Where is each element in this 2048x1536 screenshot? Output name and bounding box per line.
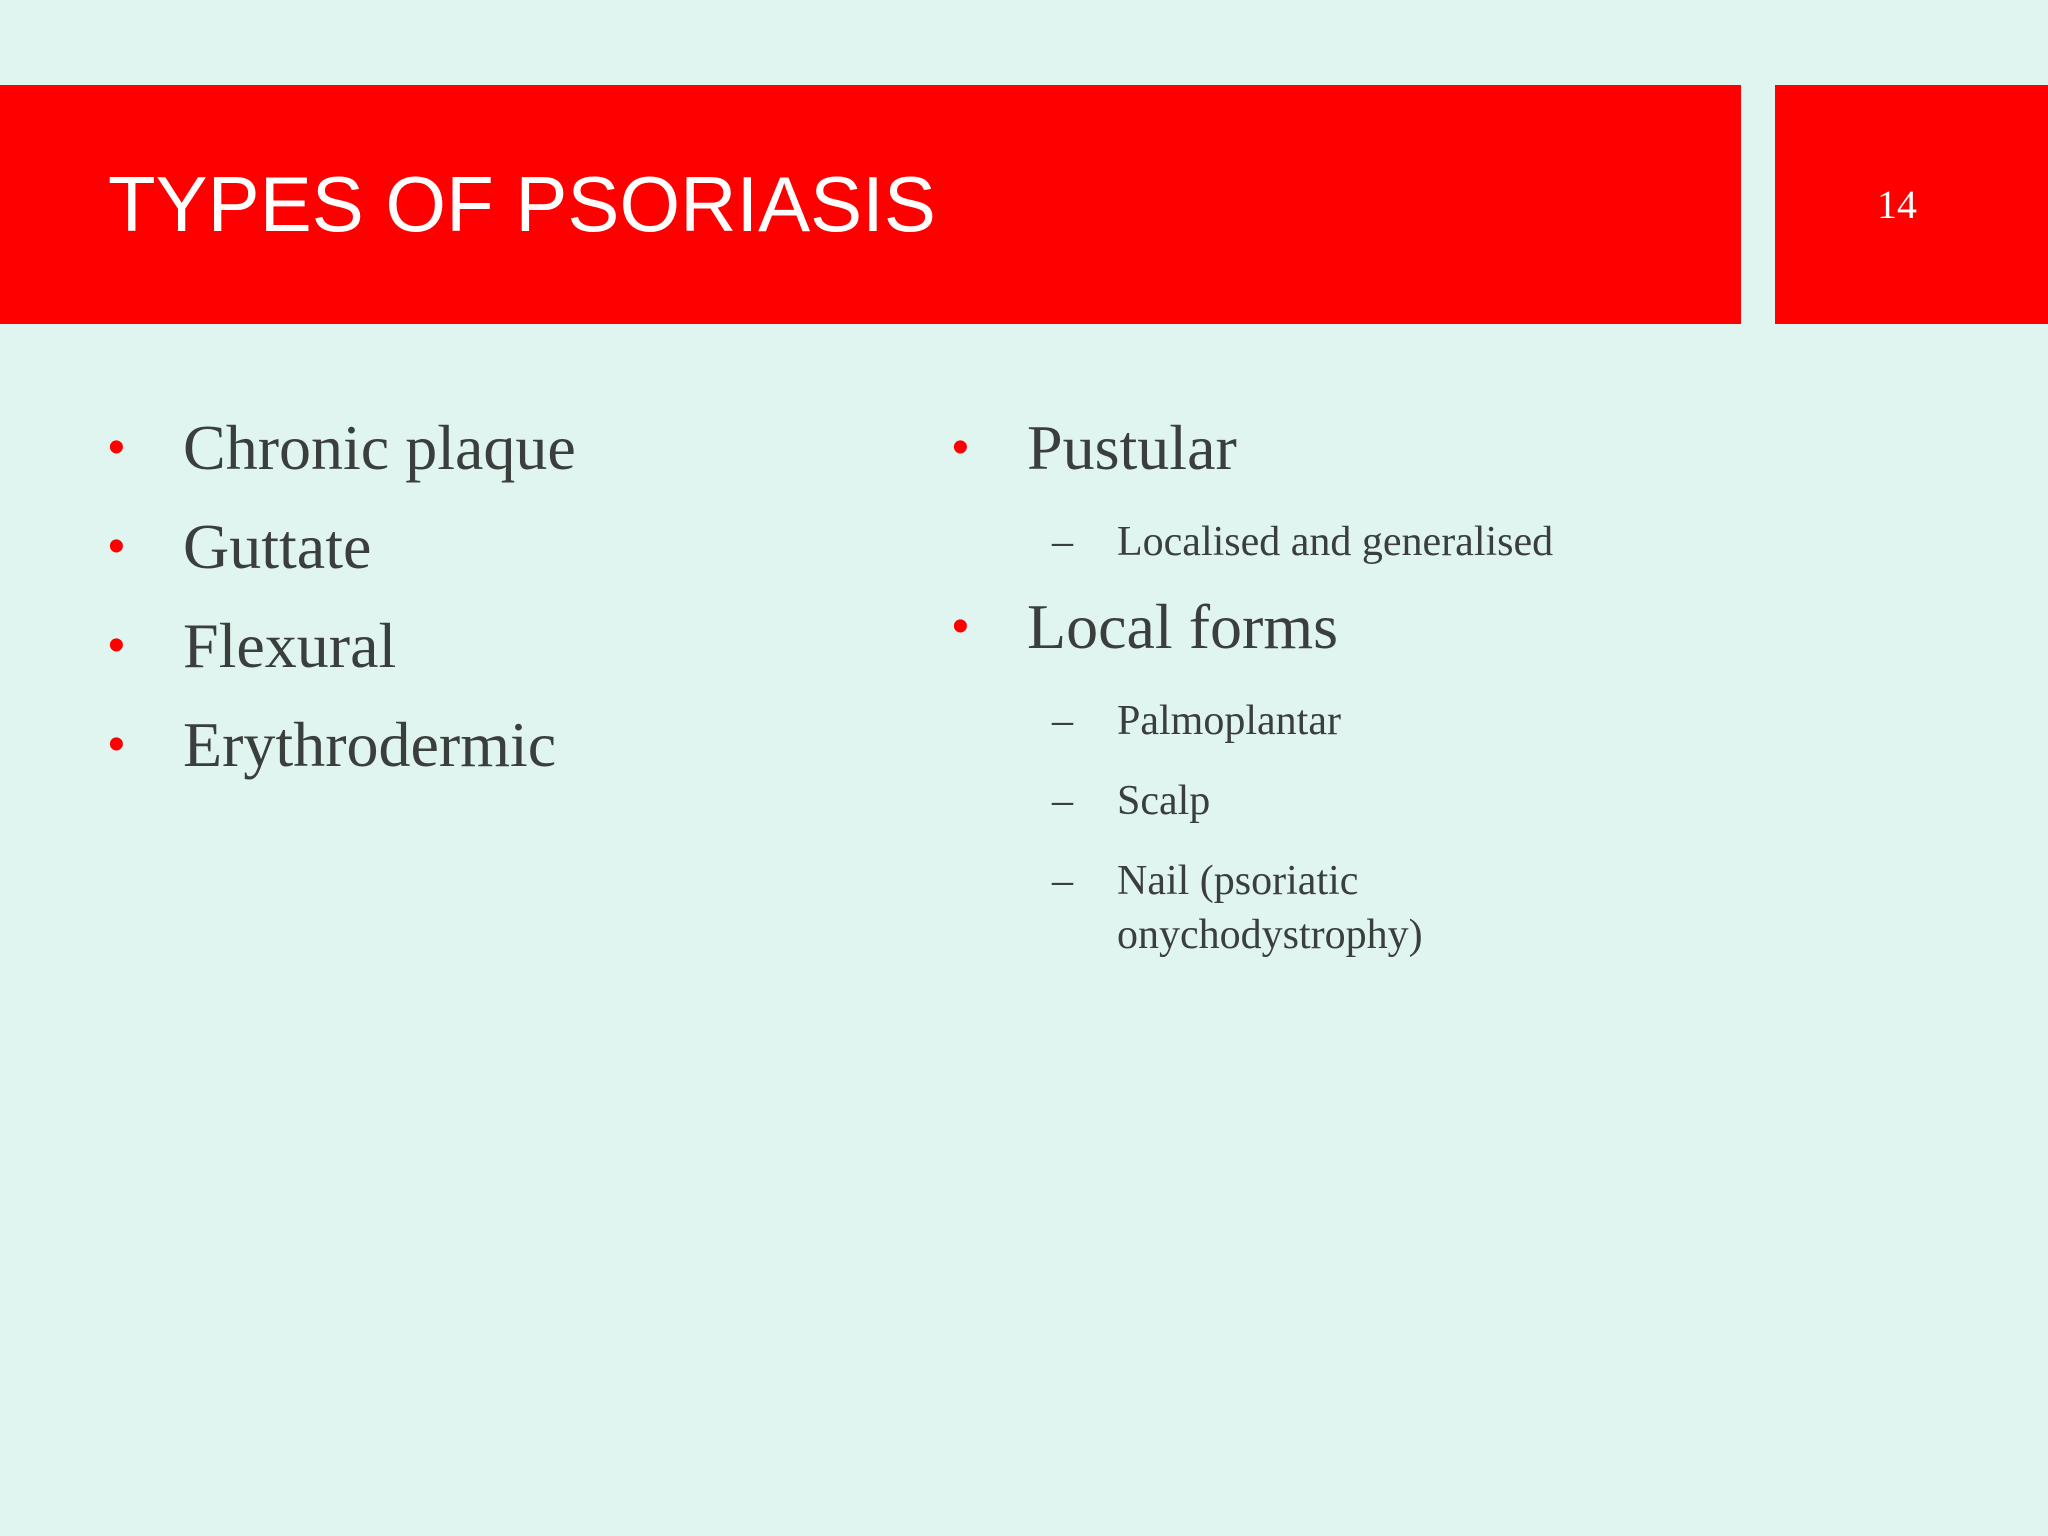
bullet-icon: •: [108, 520, 125, 573]
page-number-box: [1775, 85, 2048, 324]
dash-icon: –: [1052, 858, 1073, 904]
page-number: 14: [1877, 182, 1917, 227]
sub-list-item-label: Nail (psoriatic: [1117, 858, 1359, 904]
bullet-icon: •: [108, 421, 125, 474]
title-bar: [0, 85, 1741, 324]
bullet-icon: •: [952, 421, 969, 474]
bullet-icon: •: [952, 600, 969, 653]
dash-icon: –: [1052, 519, 1073, 565]
dash-icon: –: [1052, 778, 1073, 824]
list-item-label: Pustular: [1027, 412, 1237, 483]
list-item-label: Local forms: [1027, 591, 1338, 662]
slide-title: TYPES OF PSORIASIS: [108, 160, 936, 248]
sub-list-item-label: Localised and generalised: [1117, 519, 1554, 565]
bullet-icon: •: [108, 718, 125, 771]
list-item-label: Flexural: [183, 610, 397, 681]
dash-icon: –: [1052, 698, 1073, 744]
list-item-label: Erythrodermic: [183, 709, 557, 780]
list-item-label: Chronic plaque: [183, 412, 576, 483]
list-item-label: Guttate: [183, 511, 372, 582]
sub-list-item-label: onychodystrophy): [1117, 912, 1423, 958]
sub-list-item-label: Scalp: [1117, 778, 1211, 824]
sub-list-item-label: Palmoplantar: [1117, 698, 1341, 744]
bullet-icon: •: [108, 619, 125, 672]
